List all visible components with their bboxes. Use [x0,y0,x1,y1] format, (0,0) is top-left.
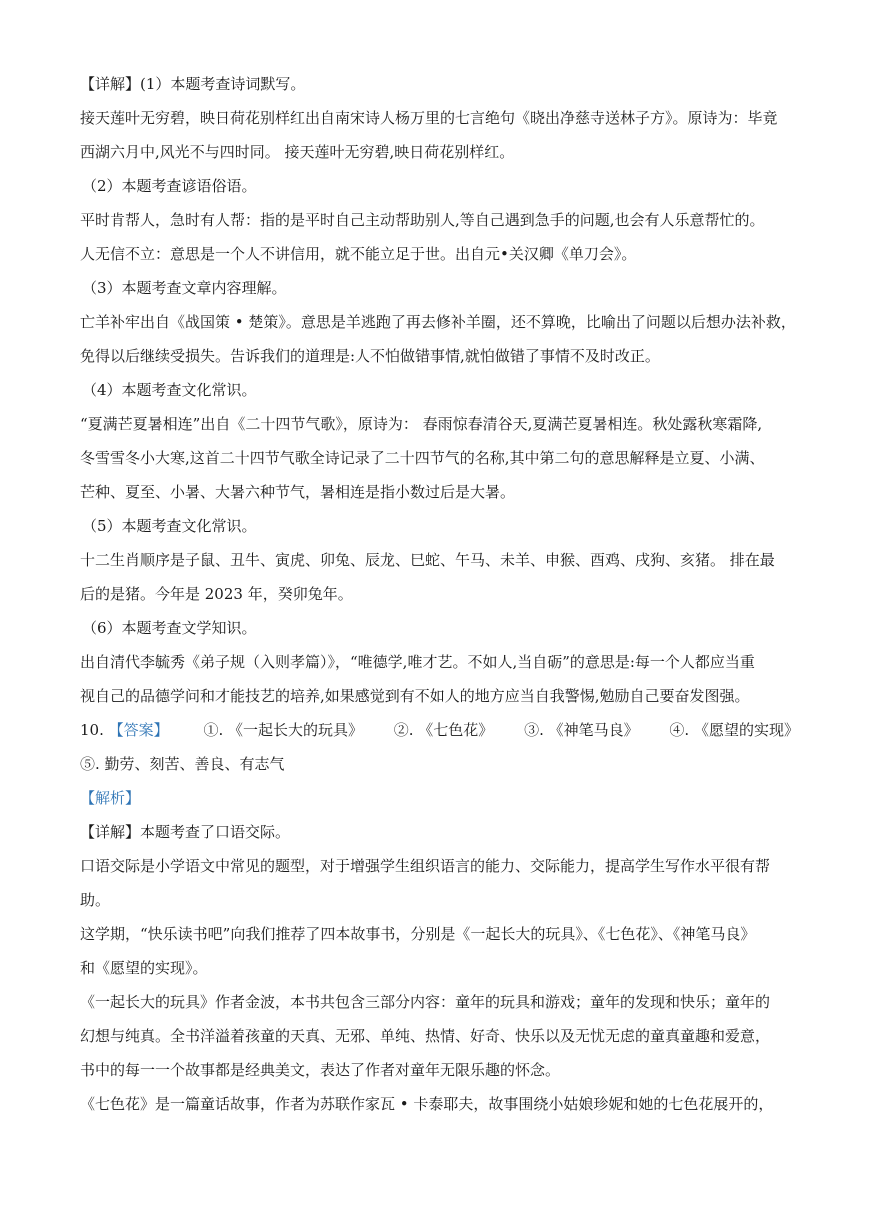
answer-line [80,720,800,740]
question-number: 10. [80,721,104,739]
text-line: 这学期，“快乐读书吧”向我们推荐了四本故事书，分别是《一起长大的玩具》、《七色花》、《神笔马良》 [80,925,756,943]
answer-item-1: ①. 《一起长大的玩具》 [203,721,363,739]
text-line: （6）本题考查文学知识。 [82,619,257,637]
text-line: （3）本题考查文章内容理解。 [82,279,287,297]
text-line: 《一起长大的玩具》作者金波，本书共包含三部分内容：童年的玩具和游戏；童年的发现和快乐；童年的 [80,993,771,1011]
text-line: 书中的每一一个故事都是经典美文，表达了作者对童年无限乐趣的怀念。 [80,1061,561,1079]
text-line: 《七色花》是一篇童话故事，作者为苏联作家瓦 • 卡泰耶夫，故事围绕小姑娘珍妮和她的七色花展开的， [80,1095,774,1113]
text-line: 后的是猪。今年是 2023 年，癸卯兔年。 [80,585,353,603]
text-line: 幻想与纯真。全书洋溢着孩童的天真、无邪、单纯、热情、好奇、快乐以及无忧无虑的童真童趣和爱意， [80,1027,771,1045]
text-line: 接天莲叶无穷碧，映日荷花别样红出自南宋诗人杨万里的七言绝句《晓出净慈寺送林子方》。原诗为：毕竟 [80,109,778,127]
answer-item-4: ④. 《愿望的实现》 [669,721,799,739]
text-line: 和《愿望的实现》。 [80,959,208,977]
text-line: 人无信不立：意思是一个人不讲信用，就不能立足于世。出自元•关汉卿《单刀会》。 [80,245,637,263]
text-line: 【详解】(1）本题考查诗词默写。 [80,75,306,93]
text-line: 冬雪雪冬小大寒,这首二十四节气歌全诗记录了二十四节气的名称,其中第二句的意思解释是立夏、小满、 [80,449,765,467]
answer-item-3: ③. 《神笔马良》 [524,721,639,739]
text-line: 免得以后继续受损失。告诉我们的道理是:人不怕做错事情,就怕做错了事情不及时改正。 [80,347,660,365]
text-line: 【详解】本题考查了口语交际。 [80,823,291,841]
analysis-tag: 【解析】 [80,789,141,807]
answer-item-5: ⑤. 勤劳、刻苦、善良、有志气 [80,755,285,773]
answer-tag: 【答案】 [108,721,169,739]
text-line: 助。 [80,891,111,909]
text-line: 芒种、夏至、小暑、大暑六种节气，暑相连是指小数过后是大暑。 [80,483,516,501]
text-line: 平时肯帮人，急时有人帮：指的是平时自己主动帮助别人,等自己遇到急手的问题,也会有人乐意帮忙的。 [80,211,765,229]
text-line: （5）本题考查文化常识。 [82,517,257,535]
text-line: 出自清代李毓秀《弟子规（入则孝篇）》，“唯德学,唯才艺。不如人,当自砺”的意思是:每一个人都应当重 [80,653,755,671]
text-line: 视自己的品德学问和才能技艺的培养,如果感觉到有不如人的地方应当自我警惕,勉励自己要奋发图强。 [80,687,750,705]
text-line: （2）本题考查谚语俗语。 [82,177,257,195]
text-line: 西湖六月中,风光不与四时同。 接天莲叶无穷碧,映日荷花别样红。 [80,143,515,161]
text-line: “夏满芒夏暑相连”出自《二十四节气歌》，原诗为： 春雨惊春清谷天,夏满芒夏暑相连。秋处露秋寒霜降, [80,415,763,433]
answer-item-2: ②. 《七色花》 [393,721,494,739]
text-line: 口语交际是小学语文中常见的题型，对于增强学生组织语言的能力、交际能力，提高学生写作水平很有帮 [80,857,771,875]
text-line: 十二生肖顺序是子鼠、丑牛、寅虎、卯兔、辰龙、巳蛇、午马、未羊、申猴、酉鸡、戌狗、亥猪。 排在最 [80,551,775,569]
text-line: 亡羊补牢出自《战国策 • 楚策》。意思是羊逃跑了再去修补羊圈，还不算晚，比喻出了问题以后想办法补救， [80,313,796,331]
text-line: （4）本题考查文化常识。 [82,381,257,399]
